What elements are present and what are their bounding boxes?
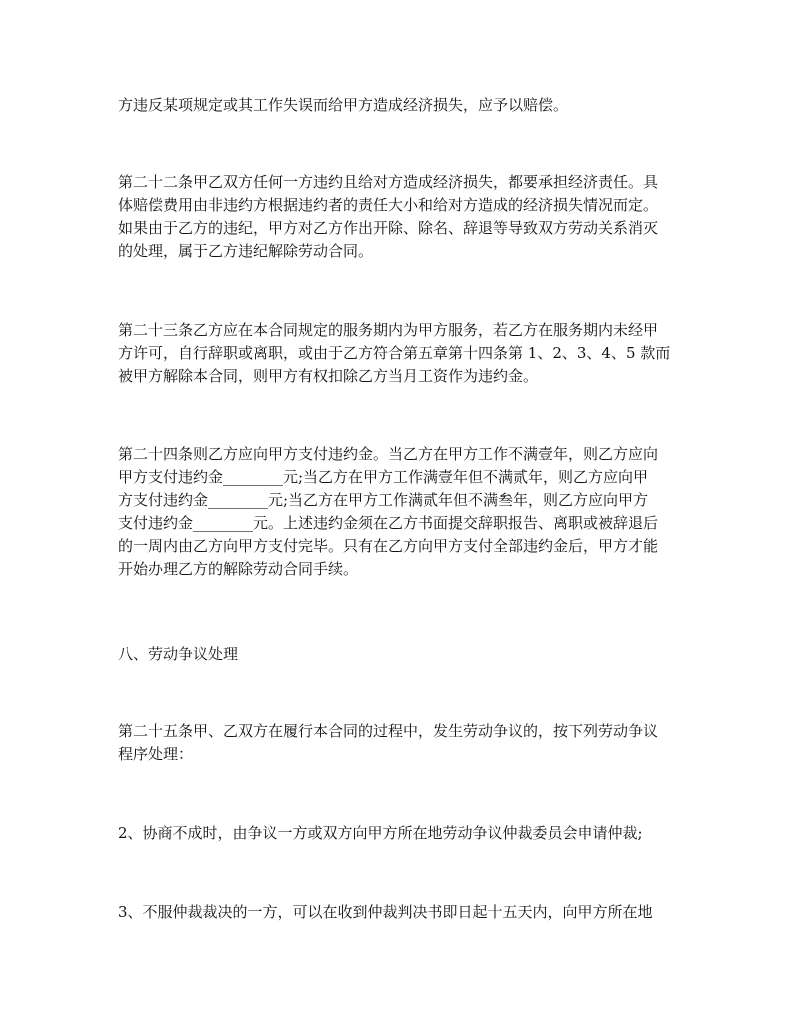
text-line: 如果由于乙方的违纪，甲方对乙方作出开除、除名、辞退等导致双方劳动关系消灭	[118, 219, 659, 237]
text-line: 方支付违约金________元;当乙方在甲方工作满贰年但不满叁年，则乙方应向甲方	[118, 491, 649, 509]
text-line: 的处理，属于乙方违纪解除劳动合同。	[118, 242, 374, 260]
list-item-appeal	[118, 901, 688, 924]
text-line: 方违反某项规定或其工作失误而给甲方造成经济损失，应予以赔偿。	[118, 96, 569, 114]
section-heading-labor-dispute	[118, 643, 688, 666]
heading-text: 八、劳动争议处理	[118, 645, 239, 663]
paragraph-article-22	[118, 171, 688, 263]
text-line: 开始办理乙方的解除劳动合同手续。	[118, 560, 359, 578]
text-line: 2、协商不成时，由争议一方或双方向甲方所在地劳动争议仲裁委员会申请仲裁;	[118, 824, 643, 842]
paragraph-article-25	[118, 720, 688, 766]
text-line: 第二十三条乙方应在本合同规定的服务期内为甲方服务，若乙方在服务期内未经甲	[118, 321, 659, 339]
text-line: 甲方支付违约金________元;当乙方在甲方工作满壹年但不满贰年，则乙方应向甲	[118, 468, 649, 486]
text-line: 第二十五条甲、乙双方在履行本合同的过程中，发生劳动争议的，按下列劳动争议	[118, 722, 659, 740]
text-line: 被甲方解除本合同，则甲方有权扣除乙方当月工资作为违约金。	[118, 367, 539, 385]
list-item-arbitration	[118, 822, 688, 845]
text-line: 方许可，自行辞职或离职，或由于乙方符合第五章第十四条第 1、2、3、4、5 款而	[118, 344, 671, 362]
paragraph-article-24	[118, 443, 688, 581]
paragraph-compensation-clause	[118, 94, 688, 117]
text-line: 的一周内由乙方向甲方支付完毕。只有在乙方向甲方支付全部违约金后，甲方才能	[118, 537, 659, 555]
paragraph-article-23	[118, 319, 688, 388]
text-line: 体赔偿费用由非违约方根据违约者的责任大小和给对方造成的经济损失情况而定。	[118, 196, 659, 214]
text-line: 程序处理：	[118, 745, 194, 763]
text-line: 3、不服仲裁裁决的一方，可以在收到仲裁判决书即日起十五天内，向甲方所在地	[118, 903, 653, 921]
text-line: 第二十二条甲乙双方任何一方违约且给对方造成经济损失，都要承担经济责任。具	[118, 173, 659, 191]
text-line: 第二十四条则乙方应向甲方支付违约金。当乙方在甲方工作不满壹年，则乙方应向	[118, 445, 659, 463]
text-line: 支付违约金________元。上述违约金须在乙方书面提交辞职报告、离职或被辞退后	[118, 514, 659, 532]
